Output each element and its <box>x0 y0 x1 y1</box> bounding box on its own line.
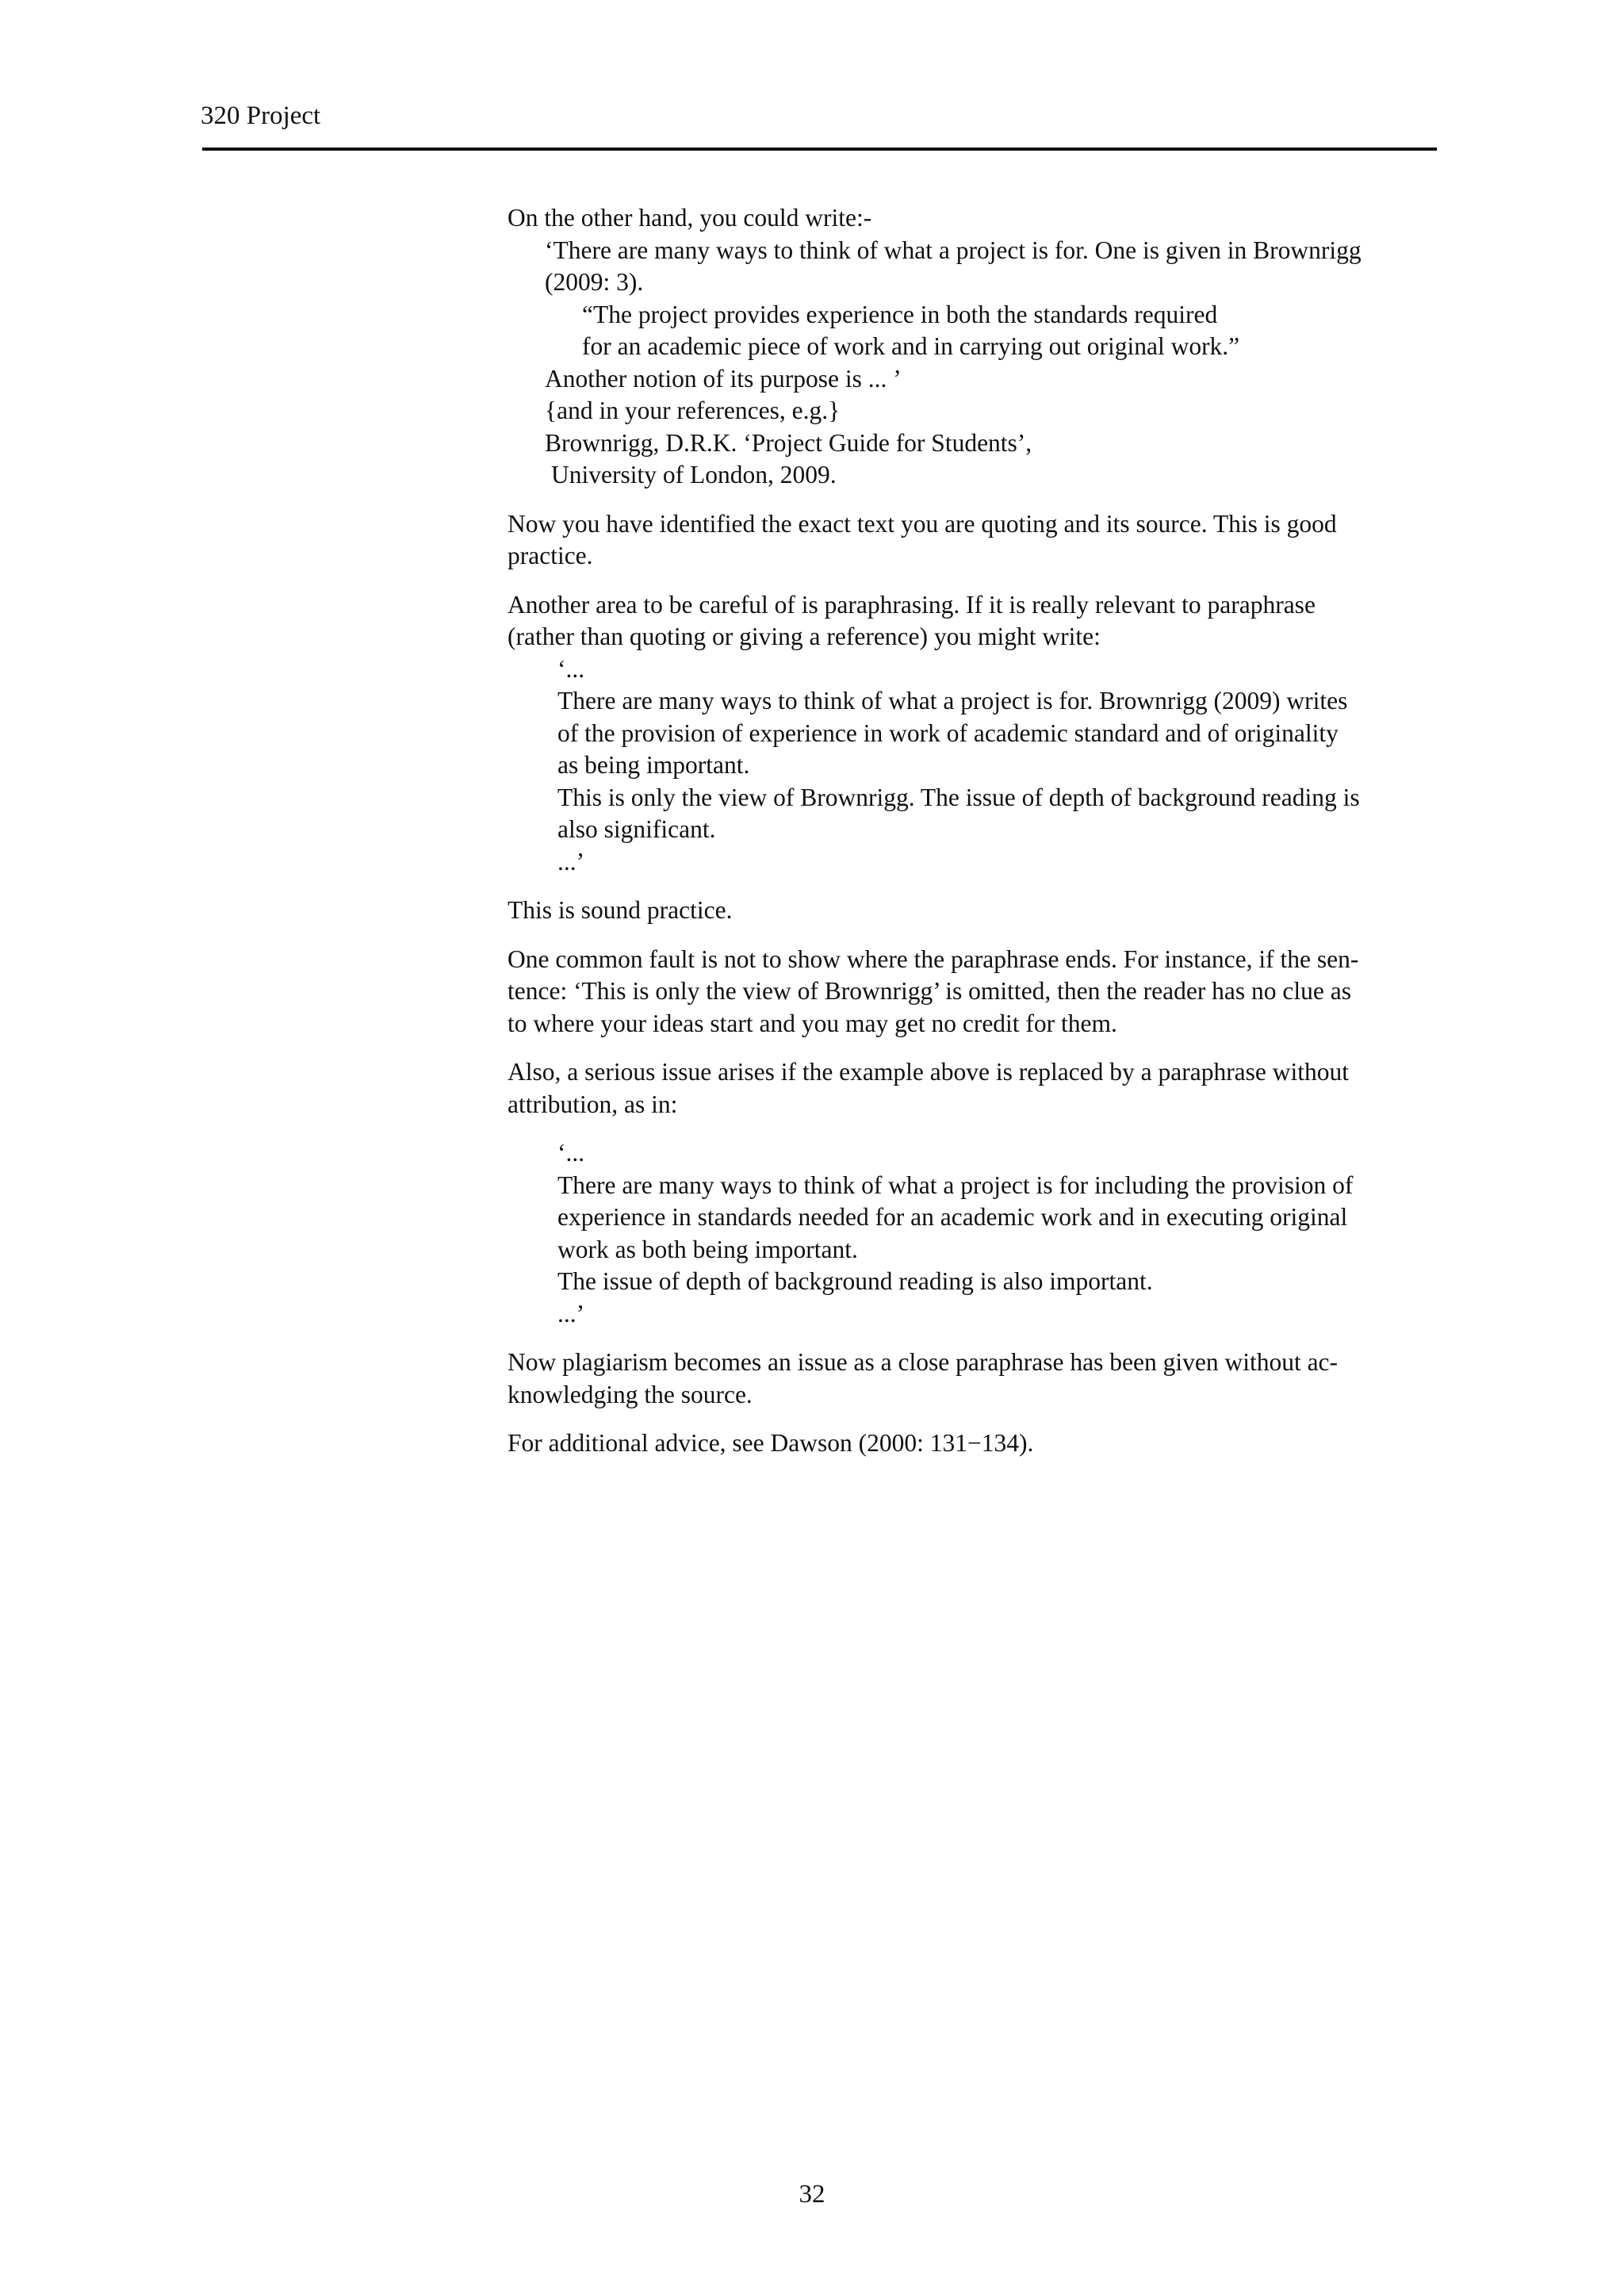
page-number: 32 <box>799 2180 825 2209</box>
text-line: Another area to be careful of is paraphrasing. If it is really relevant to paraphrase <box>508 590 1316 619</box>
header-rule <box>202 148 1437 151</box>
example-line: This is only the view of Brownrigg. The issue of depth of background reading is <box>557 783 1360 811</box>
running-header: 320 Project <box>201 102 321 130</box>
quote-line: {and in your references, e.g.} <box>545 397 841 424</box>
example-line: as being important. <box>557 751 750 779</box>
quote-example-block <box>508 202 1443 492</box>
paragraph-sound <box>508 895 1443 927</box>
reference-line: Brownrigg, D.R.K. ‘Project Guide for Students’, <box>545 428 1032 457</box>
text-line: Now you have identified the exact text you are quoting and its source. This is good <box>508 509 1337 538</box>
example-line: ‘... <box>557 1139 585 1167</box>
example-line: ...’ <box>557 1299 585 1328</box>
paragraph-plagiarism <box>508 1347 1443 1411</box>
text-line: Now plagiarism becomes an issue as a close paraphrase has been given without ac- <box>508 1348 1339 1376</box>
example-line: There are many ways to think of what a project is for. Brownrigg (2009) writes <box>557 687 1348 715</box>
text-line: to where your ideas start and you may get no credit for them. <box>508 1009 1117 1037</box>
paraphrase-example-unattributed <box>508 1137 1443 1330</box>
example-line: ‘... <box>557 654 585 683</box>
text-line: Also, a serious issue arises if the example above is replaced by a paraphrase without <box>508 1058 1350 1086</box>
example-line: The issue of depth of background reading is also important. <box>557 1267 1153 1295</box>
intro-line: On the other hand, you could write:- <box>508 204 872 232</box>
reference-line: University of London, 2009. <box>551 461 837 489</box>
text-line: practice. <box>508 542 593 569</box>
example-line: work as both being important. <box>557 1235 858 1263</box>
inner-quote-line: “The project provides experience in both the standards required <box>582 300 1218 328</box>
example-line: There are many ways to think of what a project is for including the provision of <box>557 1170 1354 1199</box>
paraphrase-example-attributed <box>508 653 1443 879</box>
text-line: For additional advice, see Dawson (2000: 131−134). <box>508 1429 1034 1457</box>
text-line: tence: ‘This is only the view of Brownrigg’ is omitted, then the reader has no clue as <box>508 977 1352 1005</box>
paragraph-advice <box>508 1427 1443 1460</box>
text-line: knowledging the source. <box>508 1380 753 1408</box>
paragraph-another-area <box>508 589 1443 653</box>
inner-quote-line: for an academic piece of work and in carrying out original work.” <box>582 332 1240 360</box>
text-line: One common fault is not to show where the paraphrase ends. For instance, if the sen- <box>508 944 1359 973</box>
quote-line: Another notion of its purpose is ... ’ <box>545 364 902 393</box>
text-line: attribution, as in: <box>508 1090 678 1118</box>
quote-line: ‘There are many ways to think of what a project is for. One is given in Brownrigg <box>545 236 1362 264</box>
example-line: experience in standards needed for an academic work and in executing original <box>557 1203 1348 1231</box>
page-body <box>508 202 1443 1477</box>
paragraph-identified <box>508 508 1443 573</box>
text-line: This is sound practice. <box>508 896 733 924</box>
example-line: ...’ <box>557 847 585 875</box>
paragraph-fault <box>508 944 1443 1040</box>
example-line: also significant. <box>557 815 716 843</box>
text-line: (rather than quoting or giving a reference) you might write: <box>508 623 1101 650</box>
paragraph-serious <box>508 1056 1443 1121</box>
example-line: of the provision of experience in work of academic standard and of originality <box>557 718 1339 747</box>
quote-line: (2009: 3). <box>545 268 644 296</box>
